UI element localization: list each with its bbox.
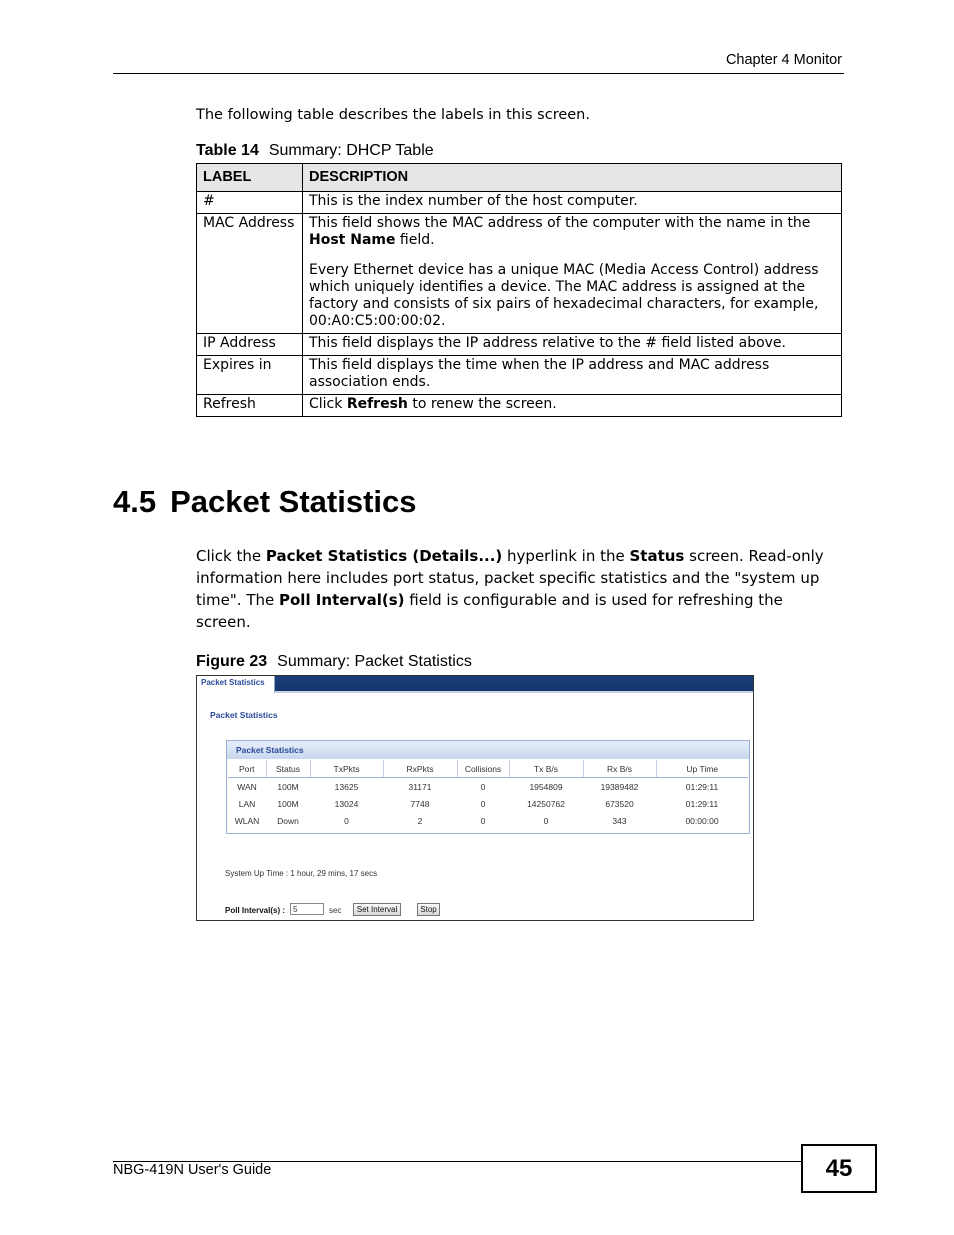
packet-statistics-table [228, 760, 748, 829]
table-row [197, 334, 842, 356]
cell: 7748 [410, 798, 430, 809]
section-paragraph [196, 545, 836, 633]
cell: 0 [480, 815, 486, 826]
row-description: This field displays the IP address relative to the # field listed above. [303, 334, 842, 356]
col-header: Collisions [457, 760, 509, 778]
desc-paragraph: Every Ethernet device has a unique MAC (Media Access Control) address which uniquely identifies a device. The MAC address is assigned at the factory and consists of six pairs of hexadecimal characters, for example, 00:A0:C5:00:00:02. [309, 262, 819, 329]
label-column-header: LABEL [197, 164, 303, 192]
cell: 01:29:11 [685, 781, 719, 792]
col-header: Port [228, 760, 266, 778]
cell: 00:00:00 [685, 815, 719, 826]
table-caption [196, 142, 434, 160]
para-bold: Status [629, 547, 685, 565]
table-row [197, 192, 842, 214]
poll-interval-label [225, 906, 285, 915]
cell: 14250762 [527, 798, 565, 809]
system-up-time: System Up Time : 1 hour, 29 mins, 17 secs [225, 869, 378, 878]
row-label: Expires in [197, 356, 303, 395]
set-interval-button[interactable]: Set Interval [353, 903, 401, 916]
row-label: IP Address [197, 334, 303, 356]
row-description: This field displays the time when the IP address and MAC address association ends. [303, 356, 842, 395]
col-header: Up Time [656, 760, 748, 778]
intro-text: The following table describes the labels in this screen. [196, 107, 590, 123]
desc-text: field. [395, 232, 435, 248]
row-description [303, 214, 842, 334]
cell: WLAN [234, 815, 260, 826]
cell: WAN [237, 781, 257, 792]
poll-unit: sec [329, 906, 342, 915]
cell: 100M [277, 781, 299, 792]
row-label: # [197, 192, 303, 214]
cell: 13625 [334, 781, 359, 792]
para-text: hyperlink in the [502, 547, 630, 565]
desc-bold: Refresh [346, 396, 408, 412]
statistics-panel [226, 740, 750, 834]
table-row [197, 395, 842, 417]
cell: 0 [543, 815, 549, 826]
row-description: This is the index number of the host computer. [303, 192, 842, 214]
cell: 343 [612, 815, 627, 826]
section-number: 4.5 [113, 484, 157, 519]
cell: 0 [480, 798, 486, 809]
section-heading [113, 484, 417, 520]
figure-caption-title: Summary: Packet Statistics [277, 653, 472, 670]
para-text: field is configurable and is used for refreshing the screen. [196, 591, 783, 631]
col-header: Rx B/s [583, 760, 656, 778]
table-caption-title: Summary: DHCP Table [268, 142, 434, 159]
desc-bold: Host Name [309, 232, 396, 248]
para-bold: Packet Statistics (Details...) [265, 547, 503, 565]
poll-interval-input[interactable]: 5 [290, 903, 324, 915]
cell: 31171 [408, 781, 432, 792]
table-header-row [228, 760, 748, 778]
table-row [228, 795, 748, 812]
table-row [228, 812, 748, 829]
dhcp-description-table [196, 163, 842, 417]
cell: 0 [344, 815, 349, 826]
table-row [197, 356, 842, 395]
table-row [197, 214, 842, 334]
section-title: Packet Statistics [170, 484, 417, 519]
row-label: MAC Address [197, 214, 303, 334]
cell: 0 [480, 781, 486, 792]
figure-caption [196, 653, 472, 671]
desc-text: Click [309, 396, 347, 412]
para-text: Click the [196, 547, 266, 565]
description-column-header: DESCRIPTION [303, 164, 842, 192]
col-header: TxPkts [310, 760, 383, 778]
cell: LAN [238, 798, 256, 809]
table-caption-number: Table 14 [196, 142, 259, 159]
cell: 01:29:11 [685, 798, 719, 809]
cell: 13024 [334, 798, 359, 809]
header-divider [113, 73, 844, 74]
page-title: Packet Statistics [210, 710, 278, 720]
cell: 2 [417, 815, 423, 826]
cell: 673520 [605, 798, 634, 809]
desc-text: This field shows the MAC address of the computer with the name in the [309, 215, 811, 231]
para-bold: Poll Interval(s) [279, 591, 405, 609]
cell: Down [277, 815, 299, 826]
panel-title: Packet Statistics [236, 745, 304, 755]
cell: 1954809 [529, 781, 563, 792]
row-label: Refresh [197, 395, 303, 417]
chapter-header: Chapter 4 Monitor [725, 52, 842, 68]
table-header-row [197, 164, 842, 192]
cell: 19389482 [600, 781, 639, 792]
col-header: Tx B/s [509, 760, 583, 778]
panel-header [227, 741, 749, 759]
tab-packet-statistics[interactable]: Packet Statistics [197, 676, 275, 693]
col-header: RxPkts [383, 760, 457, 778]
table-row [228, 778, 748, 796]
stop-button[interactable]: Stop [417, 903, 440, 916]
figure-caption-number: Figure 23 [196, 653, 268, 670]
cell: 100M [277, 798, 299, 809]
col-header: Status [266, 760, 310, 778]
desc-text: to renew the screen. [407, 396, 557, 412]
tab-bar-underline [275, 691, 753, 693]
page-number: 45 [801, 1144, 877, 1193]
para-text: screen. Read-only information here includes port status, packet specific statistics and the "system up time". The [196, 547, 824, 609]
packet-statistics-screenshot [196, 675, 754, 921]
poll-label-text: Poll Interval(s) : [225, 906, 286, 915]
guide-title: NBG-419N User's Guide [113, 1162, 272, 1178]
row-description [303, 395, 842, 417]
